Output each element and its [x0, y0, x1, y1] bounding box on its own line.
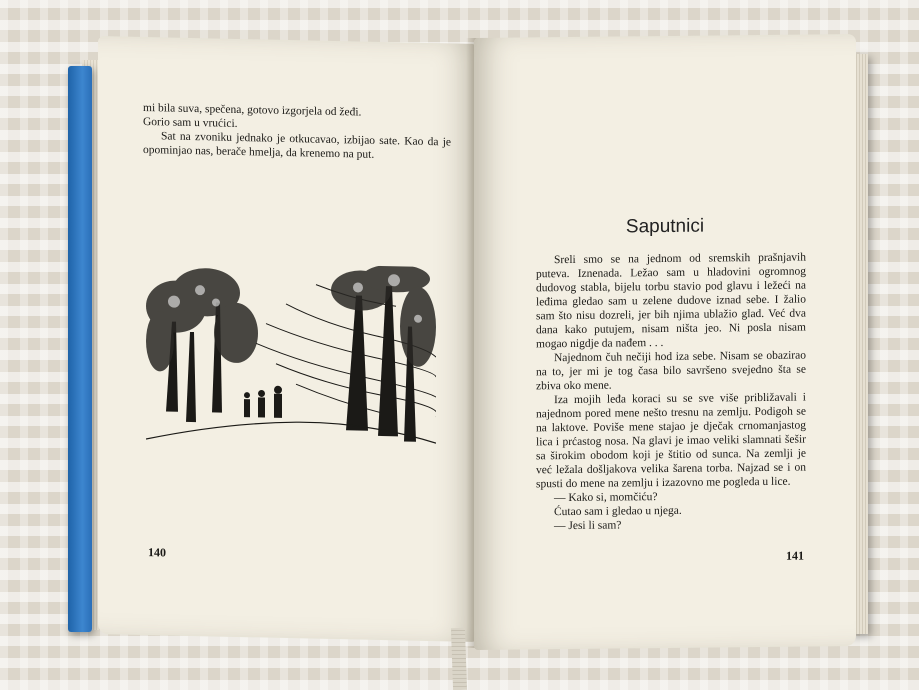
forest-illustration: [146, 261, 436, 451]
text-paragraph: Sreli smo se na jednom od sremskih prašnjavih puteva. Iznenada. Ležao sam u hladovini ogromnog dudovog stabla, bijelu torbu stavio pod glavu i ležeći na leđima gledao sam u zelene dudove iznad sebe. I žalio sam što nisu dozreli, jer bih njima ublažio glad. Već dva dana kako putujem, nisam ništa jeo. Ni posla nisam mogao nigdje da nađem . . .: [536, 251, 806, 351]
chapter-title: Saputnici: [625, 215, 705, 238]
page-number-right: 141: [786, 548, 804, 563]
text-line: mi bila suva, spečena, gotovo izgorjela od žeđi.: [143, 101, 362, 119]
text-paragraph: Iza mojih leđa koraci su se sve više približavali i najednom pored mene nešto tresnu na zemlju. Podigoh se na laktove. Povišе mene stajao je dječak crnomanjastog lica i prćastog nosa. Na glavi je imao veliki slamnati šešir sa širokim obodom koji je štitio od sunca. Na zemlji je već ležala došljakova velika šarena torba. Najzad se i on spusti do mene na zemlju i izazovno me pogleda u lice.: [536, 391, 806, 491]
ribbon-bookmark: [451, 628, 467, 690]
text-paragraph: Sat na zvoniku jednako je otkucavao, izbijao sate. Kao da je opominjao nas, berače hmelja, da krenemo na put.: [143, 130, 451, 161]
right-page-text: [536, 251, 806, 534]
book-cover-edge: [68, 66, 92, 632]
right-page: [474, 34, 856, 650]
dialog-line: — Jesi li sam?: [554, 519, 622, 533]
text-paragraph: Ćutao sam i gledao u njega.: [554, 504, 682, 519]
left-page-text: [143, 101, 451, 163]
dialog-line: — Kako si, momčiću?: [554, 491, 658, 505]
left-page: [98, 36, 476, 642]
text-line: Gorio sam u vrućici.: [143, 115, 238, 130]
text-paragraph: Najednom čuh nečiji hod iza sebe. Nisam se obazirao na to, jer mi je tog časa bilo savršeno svejedno šta se zbiva oko mene.: [536, 349, 806, 393]
page-number-left: 140: [148, 545, 166, 560]
